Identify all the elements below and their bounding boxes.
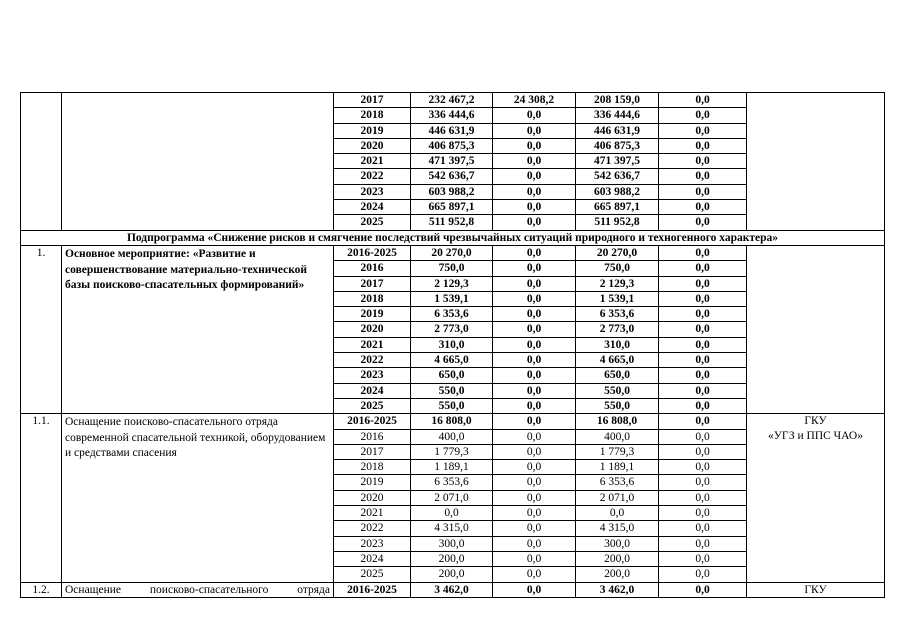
table-row [21, 414, 885, 429]
regional-cell: 2 773,0 [576, 322, 659, 337]
regional-cell: 550,0 [576, 398, 659, 413]
year-cell: 2017 [334, 93, 411, 108]
regional-cell: 1 539,1 [576, 291, 659, 306]
other-cell: 0,0 [659, 138, 747, 153]
regional-cell: 4 315,0 [576, 521, 659, 536]
year-cell: 2021 [334, 506, 411, 521]
table-row [21, 93, 885, 108]
year-cell: 2021 [334, 337, 411, 352]
regional-cell: 3 462,0 [576, 582, 659, 597]
other-cell: 0,0 [659, 322, 747, 337]
total-cell: 4 665,0 [411, 353, 493, 368]
federal-cell: 0,0 [493, 169, 576, 184]
total-cell: 300,0 [411, 536, 493, 551]
year-cell: 2020 [334, 138, 411, 153]
federal-cell: 0,0 [493, 245, 576, 260]
year-cell: 2024 [334, 200, 411, 215]
year-cell: 2025 [334, 567, 411, 582]
year-cell: 2018 [334, 460, 411, 475]
federal-cell: 0,0 [493, 123, 576, 138]
year-cell: 2017 [334, 444, 411, 459]
regional-cell: 16 808,0 [576, 414, 659, 429]
regional-cell: 300,0 [576, 536, 659, 551]
year-cell: 2023 [334, 536, 411, 551]
year-cell: 2023 [334, 368, 411, 383]
year-cell: 2019 [334, 475, 411, 490]
other-cell: 0,0 [659, 414, 747, 429]
year-cell: 2017 [334, 276, 411, 291]
regional-cell: 665 897,1 [576, 200, 659, 215]
federal-cell: 24 308,2 [493, 93, 576, 108]
regional-cell: 750,0 [576, 261, 659, 276]
federal-cell: 0,0 [493, 444, 576, 459]
subprogram-title: Подпрограмма «Снижение рисков и смягчение последствий чрезвычайных ситуаций природного и техногенного характера» [21, 230, 885, 245]
federal-cell: 0,0 [493, 506, 576, 521]
other-cell: 0,0 [659, 353, 747, 368]
federal-cell: 0,0 [493, 138, 576, 153]
federal-cell: 0,0 [493, 307, 576, 322]
other-cell: 0,0 [659, 460, 747, 475]
other-cell: 0,0 [659, 536, 747, 551]
table-row [21, 582, 885, 597]
year-cell: 2022 [334, 169, 411, 184]
regional-cell: 406 875,3 [576, 138, 659, 153]
federal-cell: 0,0 [493, 215, 576, 230]
regional-cell: 2 129,3 [576, 276, 659, 291]
item-number: 1.2. [21, 582, 62, 597]
federal-cell: 0,0 [493, 490, 576, 505]
regional-cell: 4 665,0 [576, 353, 659, 368]
other-cell: 0,0 [659, 475, 747, 490]
total-cell: 750,0 [411, 261, 493, 276]
federal-cell: 0,0 [493, 322, 576, 337]
other-cell: 0,0 [659, 261, 747, 276]
total-cell: 4 315,0 [411, 521, 493, 536]
total-cell: 650,0 [411, 368, 493, 383]
total-cell: 1 189,1 [411, 460, 493, 475]
year-cell: 2025 [334, 215, 411, 230]
year-cell: 2018 [334, 108, 411, 123]
year-cell: 2016-2025 [334, 245, 411, 260]
federal-cell: 0,0 [493, 475, 576, 490]
other-cell: 0,0 [659, 337, 747, 352]
regional-cell: 511 952,8 [576, 215, 659, 230]
federal-cell: 0,0 [493, 337, 576, 352]
regional-cell: 400,0 [576, 429, 659, 444]
federal-cell: 0,0 [493, 582, 576, 597]
other-cell: 0,0 [659, 154, 747, 169]
federal-cell: 0,0 [493, 567, 576, 582]
total-cell: 550,0 [411, 383, 493, 398]
total-cell: 6 353,6 [411, 307, 493, 322]
federal-cell: 0,0 [493, 353, 576, 368]
federal-cell: 0,0 [493, 368, 576, 383]
year-cell: 2019 [334, 123, 411, 138]
regional-cell: 1 779,3 [576, 444, 659, 459]
total-cell: 336 444,6 [411, 108, 493, 123]
federal-cell: 0,0 [493, 551, 576, 566]
total-cell: 511 952,8 [411, 215, 493, 230]
regional-cell: 336 444,6 [576, 108, 659, 123]
federal-cell: 0,0 [493, 108, 576, 123]
other-cell: 0,0 [659, 429, 747, 444]
other-cell: 0,0 [659, 169, 747, 184]
org-cell [747, 245, 885, 413]
year-cell: 2021 [334, 154, 411, 169]
regional-cell: 6 353,6 [576, 475, 659, 490]
total-cell: 665 897,1 [411, 200, 493, 215]
regional-cell: 446 631,9 [576, 123, 659, 138]
total-cell: 2 071,0 [411, 490, 493, 505]
total-cell: 550,0 [411, 398, 493, 413]
year-cell: 2025 [334, 398, 411, 413]
year-cell: 2024 [334, 383, 411, 398]
federal-cell: 0,0 [493, 184, 576, 199]
year-cell: 2022 [334, 521, 411, 536]
total-cell: 2 129,3 [411, 276, 493, 291]
org-line: ГКУ [804, 415, 827, 428]
year-cell: 2020 [334, 490, 411, 505]
desc-cell [62, 93, 334, 231]
table-row [21, 245, 885, 260]
item-number: 1.1. [21, 414, 62, 582]
year-cell: 2018 [334, 291, 411, 306]
other-cell: 0,0 [659, 398, 747, 413]
total-cell: 232 467,2 [411, 93, 493, 108]
total-cell: 446 631,9 [411, 123, 493, 138]
regional-cell: 0,0 [576, 506, 659, 521]
subprogram-row [21, 230, 885, 245]
other-cell: 0,0 [659, 490, 747, 505]
other-cell: 0,0 [659, 93, 747, 108]
regional-cell: 20 270,0 [576, 245, 659, 260]
item-description: Оснащение поисково-спасательного отряда современной спасательной техникой, оборудованием и средствами спасения [62, 414, 334, 582]
federal-cell: 0,0 [493, 276, 576, 291]
org-cell [747, 93, 885, 231]
regional-cell: 2 071,0 [576, 490, 659, 505]
total-cell: 6 353,6 [411, 475, 493, 490]
other-cell: 0,0 [659, 200, 747, 215]
other-cell: 0,0 [659, 368, 747, 383]
federal-cell: 0,0 [493, 414, 576, 429]
year-cell: 2016 [334, 429, 411, 444]
federal-cell: 0,0 [493, 383, 576, 398]
other-cell: 0,0 [659, 506, 747, 521]
regional-cell: 1 189,1 [576, 460, 659, 475]
total-cell: 310,0 [411, 337, 493, 352]
total-cell: 542 636,7 [411, 169, 493, 184]
other-cell: 0,0 [659, 276, 747, 291]
federal-cell: 0,0 [493, 429, 576, 444]
item-description: Основное мероприятие: «Развитие и совершенствование материально-технической базы поисково-спасательных формирований» [62, 245, 334, 413]
regional-cell: 200,0 [576, 551, 659, 566]
total-cell: 471 397,5 [411, 154, 493, 169]
year-cell: 2022 [334, 353, 411, 368]
total-cell: 0,0 [411, 506, 493, 521]
other-cell: 0,0 [659, 184, 747, 199]
other-cell: 0,0 [659, 567, 747, 582]
other-cell: 0,0 [659, 383, 747, 398]
total-cell: 603 988,2 [411, 184, 493, 199]
org-cell: ГКУ [747, 582, 885, 597]
other-cell: 0,0 [659, 291, 747, 306]
other-cell: 0,0 [659, 108, 747, 123]
regional-cell: 542 636,7 [576, 169, 659, 184]
year-cell: 2016-2025 [334, 414, 411, 429]
table-body [21, 93, 885, 598]
federal-cell: 0,0 [493, 261, 576, 276]
federal-cell: 0,0 [493, 200, 576, 215]
total-cell: 20 270,0 [411, 245, 493, 260]
total-cell: 2 773,0 [411, 322, 493, 337]
total-cell: 200,0 [411, 551, 493, 566]
federal-cell: 0,0 [493, 154, 576, 169]
total-cell: 400,0 [411, 429, 493, 444]
federal-cell: 0,0 [493, 460, 576, 475]
total-cell: 16 808,0 [411, 414, 493, 429]
budget-table [20, 92, 885, 598]
other-cell: 0,0 [659, 521, 747, 536]
other-cell: 0,0 [659, 307, 747, 322]
total-cell: 406 875,3 [411, 138, 493, 153]
regional-cell: 471 397,5 [576, 154, 659, 169]
regional-cell: 603 988,2 [576, 184, 659, 199]
year-cell: 2016 [334, 261, 411, 276]
federal-cell: 0,0 [493, 536, 576, 551]
total-cell: 3 462,0 [411, 582, 493, 597]
federal-cell: 0,0 [493, 521, 576, 536]
regional-cell: 200,0 [576, 567, 659, 582]
item-number: 1. [21, 245, 62, 413]
org-line: «УГЗ и ППС ЧАО» [768, 430, 863, 443]
federal-cell: 0,0 [493, 398, 576, 413]
total-cell: 1 539,1 [411, 291, 493, 306]
federal-cell: 0,0 [493, 291, 576, 306]
regional-cell: 650,0 [576, 368, 659, 383]
other-cell: 0,0 [659, 123, 747, 138]
year-cell: 2023 [334, 184, 411, 199]
regional-cell: 208 159,0 [576, 93, 659, 108]
regional-cell: 310,0 [576, 337, 659, 352]
total-cell: 1 779,3 [411, 444, 493, 459]
year-cell: 2024 [334, 551, 411, 566]
other-cell: 0,0 [659, 245, 747, 260]
item-description-text: Оснащение поисково-спасательного отряда [65, 583, 330, 596]
other-cell: 0,0 [659, 551, 747, 566]
other-cell: 0,0 [659, 582, 747, 597]
other-cell: 0,0 [659, 215, 747, 230]
other-cell: 0,0 [659, 444, 747, 459]
regional-cell: 550,0 [576, 383, 659, 398]
regional-cell: 6 353,6 [576, 307, 659, 322]
num-cell [21, 93, 62, 231]
year-cell: 2016-2025 [334, 582, 411, 597]
org-cell [747, 414, 885, 582]
year-cell: 2019 [334, 307, 411, 322]
total-cell: 200,0 [411, 567, 493, 582]
item-description [62, 582, 334, 597]
year-cell: 2020 [334, 322, 411, 337]
